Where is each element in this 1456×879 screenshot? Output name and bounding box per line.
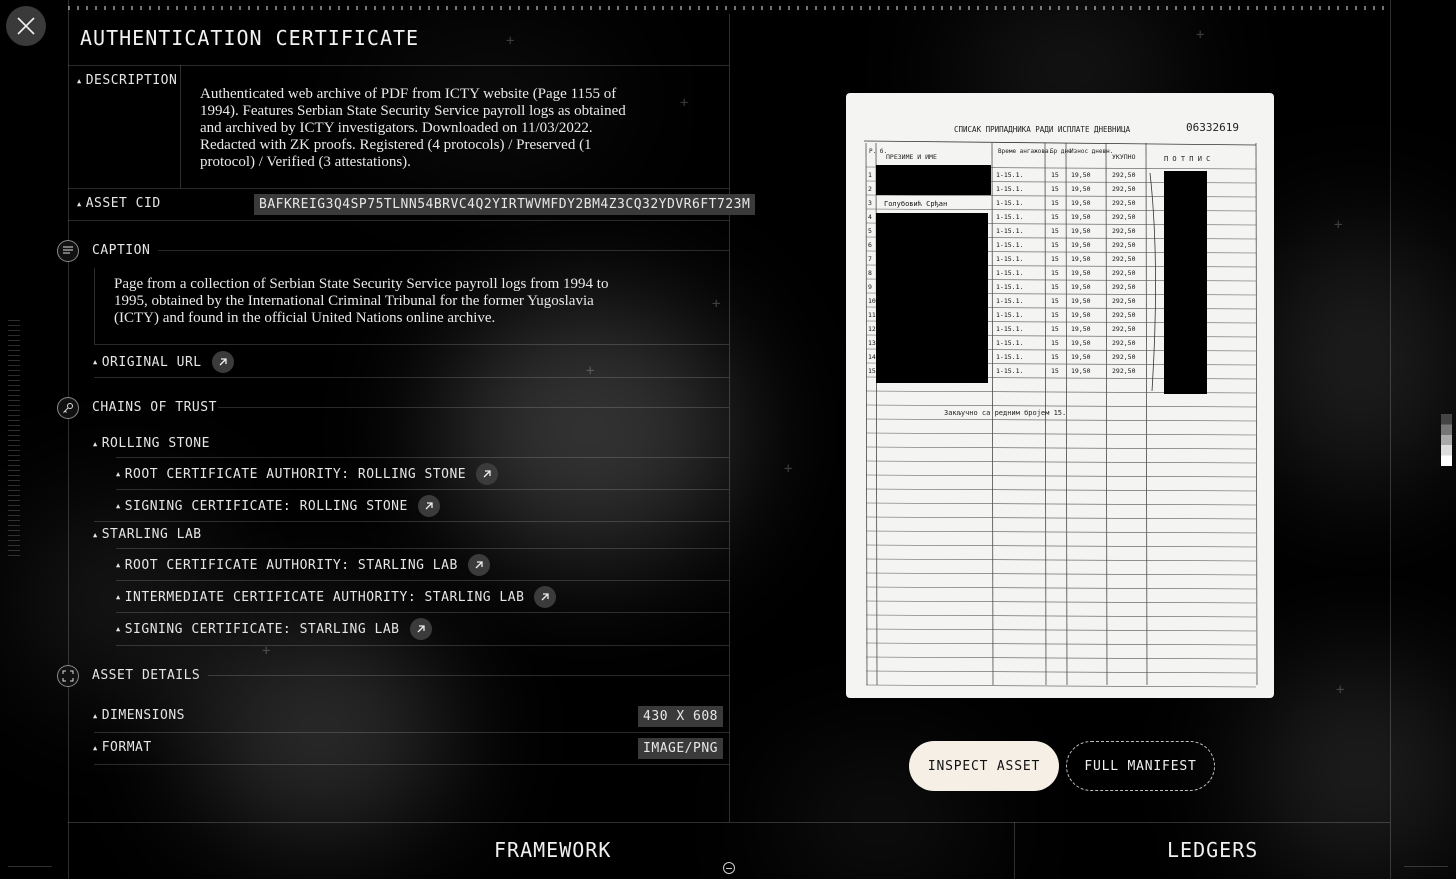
dimensions-value: 430 X 608 xyxy=(638,706,723,727)
doc-row-rate: 19,50 xyxy=(1071,339,1091,347)
doc-row-rate: 19,50 xyxy=(1071,269,1091,277)
asset-cid-label: ▲ ASSET CID xyxy=(77,196,161,211)
external-link-icon[interactable] xyxy=(418,495,440,517)
divider xyxy=(158,250,729,251)
doc-row-period: 1-15.1. xyxy=(996,185,1024,193)
divider xyxy=(116,457,729,458)
doc-row-total: 292,50 xyxy=(1112,199,1136,207)
list-icon xyxy=(57,240,79,262)
external-link-icon[interactable] xyxy=(534,586,556,608)
doc-rule-line xyxy=(866,671,1256,673)
doc-rule-line xyxy=(866,461,1256,463)
doc-row-total: 292,50 xyxy=(1112,185,1136,193)
divider xyxy=(94,268,95,344)
doc-row-rate: 19,50 xyxy=(1071,311,1091,319)
doc-row-rate: 19,50 xyxy=(1071,353,1091,361)
doc-rule-line xyxy=(866,573,1256,575)
doc-row-total: 292,50 xyxy=(1112,297,1136,305)
doc-number: 06332619 xyxy=(1186,121,1239,134)
redaction-block xyxy=(876,213,988,383)
frame-line-footer xyxy=(68,822,1390,823)
asset-details-label: ASSET DETAILS xyxy=(92,668,201,683)
divider xyxy=(94,764,729,765)
frame-line-left xyxy=(68,0,69,879)
doc-col-header: Бр дне xyxy=(1050,148,1072,155)
doc-row-total: 292,50 xyxy=(1112,339,1136,347)
doc-row-total: 292,50 xyxy=(1112,227,1136,235)
doc-rule-line xyxy=(866,433,1256,435)
doc-row-rate: 19,50 xyxy=(1071,171,1091,179)
doc-row-number: 14 xyxy=(868,353,876,361)
doc-row-number: 1 xyxy=(868,171,872,179)
tab-framework[interactable]: FRAMEWORK xyxy=(494,838,612,862)
doc-row-number: 9 xyxy=(868,283,872,291)
doc-row-rate: 19,50 xyxy=(1071,283,1091,291)
doc-rule-line xyxy=(866,531,1256,533)
doc-row-days: 15 xyxy=(1051,269,1059,277)
cert-root-rolling-stone[interactable]: ▲ ROOT CERTIFICATE AUTHORITY: ROLLING STONE xyxy=(116,463,498,485)
payroll-log-scan xyxy=(846,93,1274,698)
doc-row-total: 292,50 xyxy=(1112,269,1136,277)
doc-row-total: 292,50 xyxy=(1112,171,1136,179)
doc-row-rate: 19,50 xyxy=(1071,227,1091,235)
doc-row-days: 15 xyxy=(1051,339,1059,347)
page-title: AUTHENTICATION CERTIFICATE xyxy=(80,26,420,50)
frame-line-tab-divider xyxy=(1014,822,1015,879)
doc-row-period: 1-15.1. xyxy=(996,255,1024,263)
cert-signing-starling-lab[interactable]: ▲ SIGNING CERTIFICATE: STARLING LAB xyxy=(116,618,432,640)
divider xyxy=(116,489,729,490)
divider xyxy=(116,580,729,581)
doc-rule-line xyxy=(866,489,1256,491)
external-link-icon[interactable] xyxy=(468,554,490,576)
doc-col-header: ПРЕЗИМЕ И ИМЕ xyxy=(886,153,937,161)
doc-heading: СПИСАК ПРИПАДНИКА РАДИ ИСПЛАТЕ ДНЕВНИЦА xyxy=(954,125,1131,134)
doc-rule-line xyxy=(866,685,1256,687)
doc-rule-line xyxy=(866,559,1256,561)
doc-row-days: 15 xyxy=(1051,185,1059,193)
divider xyxy=(94,521,729,522)
doc-row-period: 1-15.1. xyxy=(996,325,1024,333)
doc-rule-line xyxy=(866,503,1256,505)
doc-row-period: 1-15.1. xyxy=(996,199,1024,207)
plus-mark: + xyxy=(262,643,271,659)
frame-line-center xyxy=(729,14,730,822)
caption-label: CAPTION xyxy=(92,243,151,258)
plus-mark: + xyxy=(1196,27,1205,43)
full-manifest-button[interactable]: FULL MANIFEST xyxy=(1066,741,1215,791)
doc-col-header: Време ангажова. xyxy=(998,148,1053,155)
divider xyxy=(68,220,729,221)
doc-col-header: УКУПНО xyxy=(1112,153,1136,161)
divider xyxy=(116,548,729,549)
doc-rule-line xyxy=(866,615,1256,617)
corner-mark-right xyxy=(1404,866,1448,867)
cert-intermediate-starling-lab[interactable]: ▲ INTERMEDIATE CERTIFICATE AUTHORITY: STARLING LAB xyxy=(116,586,556,608)
doc-rule-line xyxy=(866,545,1256,547)
collapse-icon[interactable] xyxy=(723,862,735,874)
format-label: ▲ FORMAT xyxy=(93,740,152,755)
external-link-icon[interactable] xyxy=(212,351,234,373)
plus-mark: + xyxy=(1336,682,1345,698)
doc-row-rate: 19,50 xyxy=(1071,255,1091,263)
doc-rule-line xyxy=(866,643,1256,645)
doc-row-rate: 19,50 xyxy=(1071,241,1091,249)
divider xyxy=(94,344,729,345)
chain-group-rolling-stone[interactable]: ▲ ROLLING STONE xyxy=(93,436,210,451)
doc-row-number: 6 xyxy=(868,241,872,249)
doc-row-days: 15 xyxy=(1051,367,1059,375)
original-url-row[interactable]: ▲ ORIGINAL URL xyxy=(93,351,234,373)
cert-signing-rolling-stone[interactable]: ▲ SIGNING CERTIFICATE: ROLLING STONE xyxy=(116,495,440,517)
doc-row-rate: 19,50 xyxy=(1071,199,1091,207)
caption-text: Page from a collection of Serbian State Security Service payroll logs from 1994 to 1995, obtained by the International Criminal Tribunal for the former Yugoslavia (ICTY) and found in the official United Nations online archive. xyxy=(114,276,609,326)
divider xyxy=(116,645,729,646)
doc-row-days: 15 xyxy=(1051,297,1059,305)
doc-column-line xyxy=(866,143,867,685)
doc-row-period: 1-15.1. xyxy=(996,283,1024,291)
plus-mark: + xyxy=(1334,217,1343,233)
frame-line-right xyxy=(1390,0,1391,879)
doc-row-number: 8 xyxy=(868,269,872,277)
divider xyxy=(94,377,729,378)
inspect-asset-button[interactable]: INSPECT ASSET xyxy=(909,741,1059,791)
doc-row-period: 1-15.1. xyxy=(996,241,1024,249)
doc-row-rate: 19,50 xyxy=(1071,367,1091,375)
original-url-label: ORIGINAL URL xyxy=(101,354,202,370)
key-icon xyxy=(57,397,79,419)
divider xyxy=(116,612,729,613)
doc-row-total: 292,50 xyxy=(1112,353,1136,361)
doc-row-total: 292,50 xyxy=(1112,311,1136,319)
doc-row-rate: 19,50 xyxy=(1071,297,1091,305)
doc-rule-line xyxy=(866,475,1256,477)
plus-mark: + xyxy=(712,296,721,312)
divider xyxy=(94,732,729,733)
doc-row-total: 292,50 xyxy=(1112,255,1136,263)
description-label: ▲ DESCRIPTION xyxy=(77,73,178,88)
external-link-icon[interactable] xyxy=(410,618,432,640)
close-button[interactable] xyxy=(6,6,46,46)
left-edge-ticks xyxy=(8,320,20,560)
doc-column-headers xyxy=(869,148,1210,163)
doc-row-number: 12 xyxy=(868,325,876,333)
corner-mark-left xyxy=(8,866,52,867)
plus-mark: + xyxy=(784,461,793,477)
redaction-block xyxy=(1164,171,1207,394)
doc-row-rate: 19,50 xyxy=(1071,325,1091,333)
doc-signature-bracket xyxy=(1150,173,1156,391)
dimensions-label: ▲ DIMENSIONS xyxy=(93,708,185,723)
doc-row-number: 4 xyxy=(868,213,872,221)
doc-row-period: 1-15.1. xyxy=(996,297,1024,305)
doc-row-total: 292,50 xyxy=(1112,241,1136,249)
doc-row-days: 15 xyxy=(1051,213,1059,221)
doc-row-total: 292,50 xyxy=(1112,213,1136,221)
doc-row-number: 7 xyxy=(868,255,872,263)
doc-row-rate: 19,50 xyxy=(1071,185,1091,193)
doc-row-number: 11 xyxy=(868,311,876,319)
doc-row-days: 15 xyxy=(1051,283,1059,291)
doc-row-number: 15 xyxy=(868,367,876,375)
doc-row-days: 15 xyxy=(1051,199,1059,207)
doc-rule-line xyxy=(866,517,1256,519)
doc-row-number: 10 xyxy=(868,297,876,305)
doc-closing-note: Закључно са редним бројем 15. xyxy=(944,409,1067,417)
doc-row-days: 15 xyxy=(1051,227,1059,235)
doc-row-number: 5 xyxy=(868,227,872,235)
doc-col-header: Р. б. xyxy=(869,148,888,155)
plus-mark: + xyxy=(680,95,689,111)
doc-rule-line xyxy=(864,141,1256,145)
doc-row-total: 292,50 xyxy=(1112,367,1136,375)
doc-row-days: 15 xyxy=(1051,255,1059,263)
doc-row-days: 15 xyxy=(1051,311,1059,319)
doc-row-total: 292,50 xyxy=(1112,325,1136,333)
doc-named-row: Голубовић Срђан xyxy=(884,200,948,208)
asset-cid-value[interactable]: BAFKREIG3Q4SP75TLNN54BRVC4Q2YIRTWVMFDY2BM4Z3CQ32YDVR6FT723M xyxy=(254,194,755,215)
doc-row-period: 1-15.1. xyxy=(996,269,1024,277)
divider xyxy=(68,65,729,66)
divider xyxy=(68,188,729,189)
divider xyxy=(208,675,729,676)
doc-rule-line xyxy=(866,419,1256,421)
doc-rule-line xyxy=(866,601,1256,603)
close-icon xyxy=(16,16,36,36)
format-value: IMAGE/PNG xyxy=(638,738,723,759)
doc-col-header: П О Т П И С xyxy=(1164,155,1211,163)
doc-row-days: 15 xyxy=(1051,241,1059,249)
redaction-block xyxy=(876,165,991,195)
doc-rule-line xyxy=(866,405,1256,407)
doc-rule-line xyxy=(866,657,1256,659)
divider xyxy=(180,65,181,188)
plus-mark: + xyxy=(586,363,595,379)
top-tick-strip xyxy=(68,6,1390,10)
description-text: Authenticated web archive of PDF from ICTY website (Page 1155 of 1994). Features Serbian State Security Service payroll logs as obtained and archived by ICTY investigators. Downloaded on 11/03/2022. Redacted with ZK proofs. Registered (4 protocols) / Preserved (1 protocol) / Verified (3 attestations). xyxy=(200,86,626,170)
doc-row-days: 15 xyxy=(1051,353,1059,361)
doc-row-rate: 19,50 xyxy=(1071,213,1091,221)
plus-mark: + xyxy=(506,33,515,49)
cert-root-starling-lab[interactable]: ▲ ROOT CERTIFICATE AUTHORITY: STARLING LAB xyxy=(116,554,490,576)
doc-row-period: 1-15.1. xyxy=(996,227,1024,235)
doc-row-total: 292,50 xyxy=(1112,283,1136,291)
doc-col-header: Износ дневн. xyxy=(1070,148,1114,155)
doc-row-period: 1-15.1. xyxy=(996,171,1024,179)
doc-row-days: 15 xyxy=(1051,171,1059,179)
chain-group-starling-lab[interactable]: ▲ STARLING LAB xyxy=(93,527,202,542)
doc-row-number: 3 xyxy=(868,199,872,207)
tab-ledgers[interactable]: LEDGERS xyxy=(1167,838,1259,862)
doc-row-period: 1-15.1. xyxy=(996,311,1024,319)
doc-row-period: 1-15.1. xyxy=(996,213,1024,221)
doc-rule-line xyxy=(866,447,1256,449)
chains-of-trust-label: CHAINS OF TRUST xyxy=(92,400,217,415)
doc-row-days: 15 xyxy=(1051,325,1059,333)
divider xyxy=(218,407,729,408)
doc-column-line xyxy=(1256,143,1257,685)
doc-row-period: 1-15.1. xyxy=(996,339,1024,347)
doc-row-period: 1-15.1. xyxy=(996,353,1024,361)
expand-icon xyxy=(57,665,79,687)
doc-rule-line xyxy=(866,629,1256,631)
external-link-icon[interactable] xyxy=(476,463,498,485)
grayscale-swatch xyxy=(1441,414,1452,466)
doc-row-number: 13 xyxy=(868,339,876,347)
doc-rule-line xyxy=(866,587,1256,589)
asset-preview-document[interactable] xyxy=(846,93,1274,698)
doc-row-period: 1-15.1. xyxy=(996,367,1024,375)
doc-row-number: 2 xyxy=(868,185,872,193)
